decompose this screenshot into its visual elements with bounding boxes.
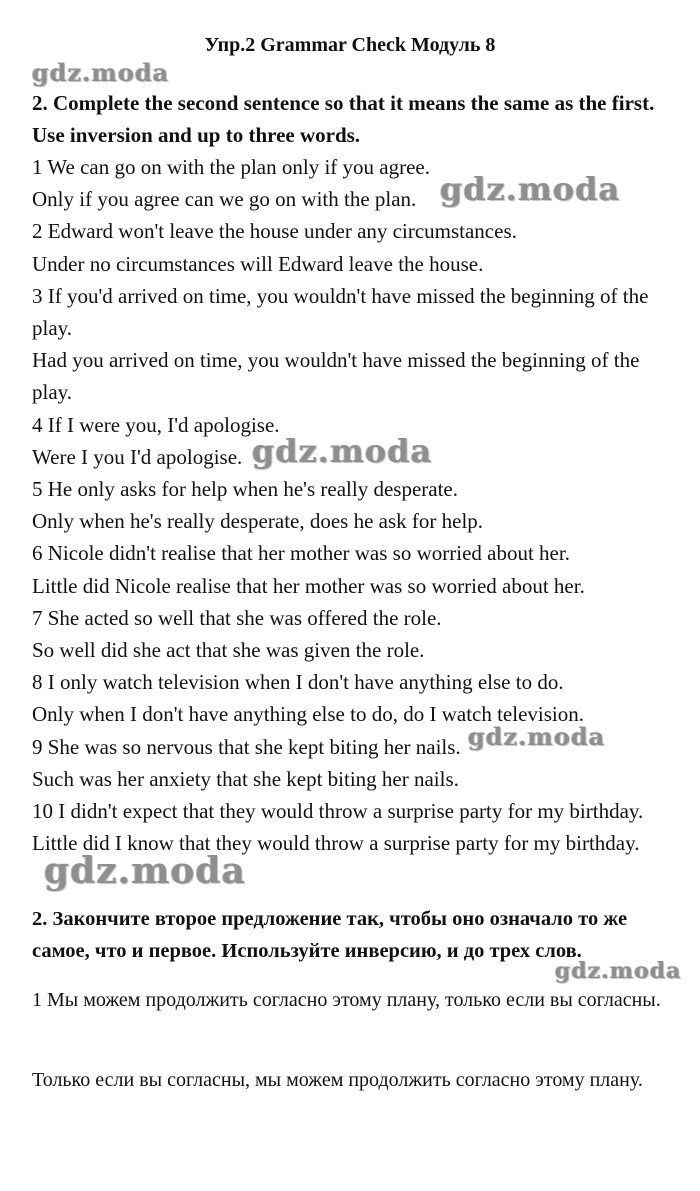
- answer-line: Little did I know that they would throw a surprise party for my birthday.: [32, 831, 640, 856]
- question-line: 9 She was so nervous that she kept biting her nails.: [32, 734, 461, 759]
- watermark: gdz.moda: [44, 850, 246, 892]
- answer-line: Under no circumstances will Edward leave the house.: [32, 251, 484, 276]
- task-instruction-ru: 2. Закончите второе предложение так, чтобы оно означало то же самое, что и первое. Используйте инверсию, и до трех слов.: [32, 908, 628, 962]
- watermark: gdz.moda: [468, 722, 606, 751]
- question-line: 4 If I were you, I'd apologise.: [32, 412, 280, 437]
- question-line: 2 Edward won't leave the house under any circumstances.: [32, 219, 517, 244]
- answer-line: Such was her anxiety that she kept biting her nails.: [32, 766, 459, 791]
- watermark: gdz.moda: [440, 170, 621, 208]
- exercise-lines: [32, 151, 672, 859]
- answer-line: So well did she act that she was given the role.: [32, 638, 425, 663]
- ru-answer-line: Только если вы согласны, мы можем продолжить согласно этому плану.: [32, 1069, 643, 1091]
- question-line: 5 He only asks for help when he's really desperate.: [32, 477, 458, 502]
- question-line: 7 She acted so well that she was offered the role.: [32, 605, 442, 630]
- question-line: 3 If you'd arrived on time, you wouldn't have missed the beginning of the play.: [32, 283, 649, 341]
- question-line: 6 Nicole didn't realise that her mother was so worried about her.: [32, 541, 570, 566]
- answer-line: Had you arrived on time, you wouldn't have missed the beginning of the play.: [32, 348, 640, 405]
- watermark: gdz.moda: [555, 958, 682, 984]
- answer-line: Only when I don't have anything else to do, do I watch television.: [32, 702, 584, 727]
- answer-line: Little did Nicole realise that her mother was so worried about her.: [32, 573, 585, 598]
- question-line: 1 We can go on with the plan only if you agree.: [32, 155, 430, 179]
- answer-line: Only when he's really desperate, does he ask for help.: [32, 509, 484, 534]
- watermark: gdz.moda: [32, 58, 170, 87]
- answer-line: Only if you agree can we go on with the plan.: [32, 187, 417, 212]
- answer-line: Were I you I'd apologise.: [32, 444, 243, 469]
- watermark: gdz.moda: [252, 432, 433, 470]
- ru-question-line: 1 Мы можем продолжить согласно этому плану, только если вы согласны.: [32, 989, 661, 1011]
- question-line: 10 I didn't expect that they would throw a surprise party for my birthday.: [32, 799, 644, 824]
- page-title: Упр.2 Grammar Check Модуль 8: [204, 34, 496, 56]
- task-instruction-en: 2. Complete the second sentence so that it means the same as the first. Use inversion and up to three words.: [32, 91, 655, 147]
- question-line: 8 I only watch television when I don't have anything else to do.: [32, 670, 564, 695]
